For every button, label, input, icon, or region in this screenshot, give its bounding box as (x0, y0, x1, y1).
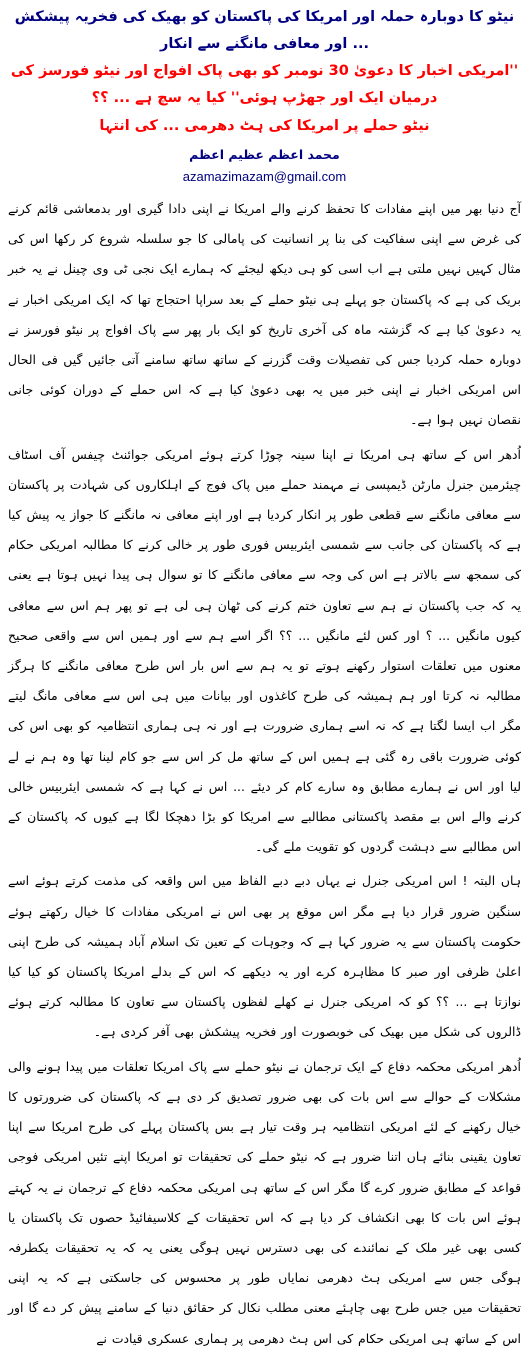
headline-line-3: نیٹو حملے پر امریکا کی ہٹ دھرمی ... کی انتہا (99, 118, 430, 134)
author-name: محمد اعظم عظیم اعظم (189, 147, 340, 162)
headline-line-1: نیٹو کا دوبارہ حملہ اور امریکا کی پاکستان کو بھیک کی فخریہ پیشکش ... اور معافی مانگنے سے انکار (14, 9, 515, 52)
author-email[interactable]: azamazimazam@gmail.com (182, 169, 347, 184)
body-paragraph-4: اُدھر امریکی محکمہ دفاع کے ایک ترجمان نے نیٹو حملے سے پاک امریکا تعلقات میں پیدا ہونے والی مشکلات کے حوالے سے اس بات کی بھی ضرور تصدیق کر دی ہے کہ پاکستان کی ضرورتوں کا خیال رکھنے کے لئے امریکی انتظامیہ ہر وقت تیار ہے بس پاکستان پہلے کی طرح امریکا سے اپنا تعاون یقینی بنائے ہاں اتنا ضرور ہے کہ نیٹو حملے کی تحقیقات تو امریکا اپنے تئیں امریکی فوجی قواعد کے مطابق ضرور کرے گا مگر اس کے ساتھ ہی امریکی محکمہ دفاع کے ترجمان نے یہ کہتے ہوئے اس بات کا بھی انکشاف کر دیا ہے کہ اس تحقیقات کے کلاسیفائیڈ حصوں تک پاکستان یا کسی بھی غیر ملک کے نمائندے کی بھی دسترس نہیں ہوگی یعنی یہ کہ یہ تحقیقات یکطرفہ ہوگی جس سے امریکی ہٹ دھرمی نمایاں طور پر محسوس کی جاسکتی ہے کہ یہ اپنی تحقیقات میں جس طرح بھی چاہئے معنی مطلب نکال کر حقائق دنیا کے سامنے پیش کر دے گا اور اس کے ساتھ ہی امریکی حکام کی اس ہٹ دھرمی پر ہماری عسکری قیادت نے (8, 1058, 521, 1346)
body-paragraph-1: آج دنیا بھر میں اپنے مفادات کا تحفظ کرنے والے امریکا نے اپنی دادا گیری اور بدمعاشی قائم کرنے کی غرض سے اپنی سفاکیت کی بنا پر انسانیت کی پامالی کا جو سلسلہ شروع کر رکھا اس کی مثال کہیں نہیں ملتی ہے اب اسی کو ہی دیکھ لیجئے کہ ہمارے ایک نجی ٹی وی چینل نے یہ خبر بریک کی ہے کہ پاکستان جو پہلے ہی نیٹو حملے کے بعد سراپا احتجاج تھا کہ ایک امریکی اخبار نے یہ دعویٰ کیا ہے کہ گزشتہ ماہ کی آخری تاریخ کو ایک بار پھر سے پاک افواج پر نیٹو فورسز نے دوبارہ حملہ کردیا جس کی تفصیلات وقت گزرنے کے ساتھ ساتھ سامنے آتی جائیں گیں فی الحال اس امریکی اخبار نے اپنی خبر میں یہ بھی دعویٰ کیا ہے کہ اس حملے کے دوران کوئی جانی نقصان نہیں ہوا ہے۔ (8, 201, 521, 428)
headline-line-2: ''امریکی اخبار کا دعویٰ 30 نومبر کو بھی پاک افواج اور نیٹو فورسز کی درمیان ایک اور جھڑپ ہوئی'' کیا یہ سچ ہے ... ؟؟ (10, 63, 519, 106)
body-paragraph-3: ہاں البتہ ! اس امریکی جنرل نے یہاں دبے دبے الفاظ میں اس واقعہ کی مذمت کرتے ہوئے اسے سنگین ضرور قرار دیا ہے مگر اس موقع پر بھی اس نے امریکی مفادات کا خیال رکھتے ہوئے حکومت پاکستان سے یہ ضرور کہا ہے کہ وجوہات کے تعین تک اسلام آباد ہمیشہ کی طرح اپنی اعلیٰ ظرفی اور صبر کا مظاہرہ کرے اور یہ دیکھے کہ اس کے بدلے امریکا پاکستان کو کیا کیا نوازتا ہے ... ؟؟ کو کہ امریکی جنرل نے کھلے لفظوں پاکستان سے تعاون کا مطالبہ کرتے ہوئے ڈالروں کی شکل میں بھیک کی خوبصورت اور فخریہ پیشکش بھی آفر کردی ہے۔ (8, 873, 521, 1040)
body-paragraph-2: اُدھر اس کے ساتھ ہی امریکا نے اپنا سینہ چوڑا کرتے ہوئے امریکی جوائنٹ چیفس آف اسٹاف چیئرمین جنرل مارٹن ڈیمپسی نے مہمند حملے میں پاک فوج کے اہلکاروں کی شہادت پر پاکستان سے معافی مانگنے سے قطعی طور پر انکار کردیا ہے اور اپنے معافی نہ مانگنے کا جواز یہ پیش کیا ہے کہ پاکستان کی جانب سے شمسی ایئربیس فوری طور پر خالی کرنے کا مطالبہ امریکی حکام کی سمجھ سے بالاتر ہے اس کی وجہ سے معافی مانگنے کا تو سوال ہی پیدا نہیں ہوتا ہے یعنی یہ کہ جب پاکستان نے ہم سے تعاون ختم کرنے کی ٹھان ہی لی ہے تو پھر ہم اس سے معافی کیوں مانگیں ... ؟ اور کس لئے مانگیں ... ؟؟ اگر اسے ہم سے اور ہمیں اس سے واقعی صحیح معنوں میں تعلقات استوار رکھنے ہوتے تو یہ ہم سے اس بار اس طرح معافی مانگنے کا ہرگز مطالبہ نہ کرتا اور ہم ہمیشہ کی طرح کاغذوں اور بیانات میں ہی اس سے معافی مانگ لیتے مگر اب ایسا لگتا ہے کہ نہ اسے ہماری ضرورت ہے اور نہ ہی ہماری انتظامیہ کو بھی اس کی کوئی ضرورت باقی رہ گئی ہے ہمیں اس کے ساتھ مل کر اس سے جو کام لینا تھا وہ ہم نے لے لیا اور اس نے ہمارے مطابق وہ سارے کام کر دیئے ... اس نے کہا ہے کہ شمسی ایئربیس خالی کرنے والے اس بے مقصد پاکستانی مطالبے سے امریکا کو بڑا دھچکا لگا ہے کیوں کہ پاکستان کے اس مطالبے سے دہشت گردوں کو تقویت ملے گی۔ (8, 446, 521, 855)
